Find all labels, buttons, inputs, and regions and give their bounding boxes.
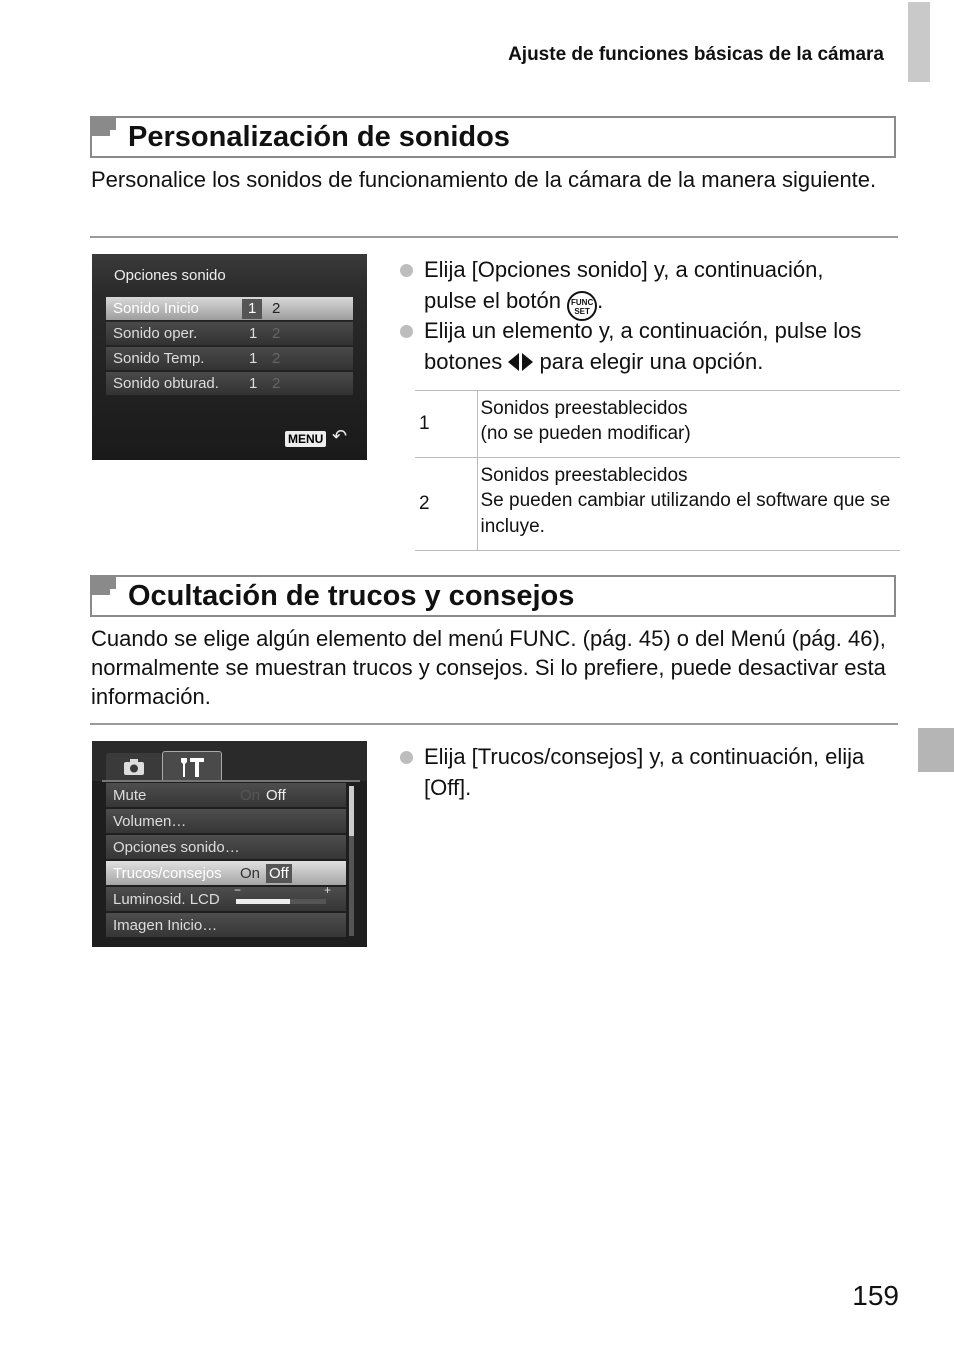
return-icon: ↶: [332, 426, 348, 446]
instruction-text: .: [597, 287, 604, 313]
menu-row: [106, 861, 346, 886]
instruction-text: pulse el botón: [424, 287, 561, 313]
menu-row-label: Sonido obturad.: [113, 375, 219, 392]
description-line: Se pueden cambiar utilizando el software que se incluye.: [480, 490, 891, 537]
func-icon-label: FUNC: [571, 297, 594, 307]
tools-icon: [162, 751, 222, 781]
bullet-dot-icon: [400, 751, 413, 764]
menu-scrollbar: [349, 786, 354, 936]
page-number: 159: [852, 1280, 899, 1311]
option-1: 1: [242, 299, 262, 319]
menu-row: [106, 883, 346, 912]
menu-row: [106, 913, 346, 938]
menu-row-label: Imagen Inicio…: [113, 917, 218, 934]
instruction-bullet: [398, 742, 898, 803]
section-heading-box: [90, 116, 896, 158]
menu-row: [106, 809, 346, 834]
heading-marker-tab: [110, 575, 116, 589]
section-intro: Personalice los sonidos de funcionamiento de la cámara de la manera siguiente.: [91, 167, 877, 192]
section-title: Personalización de sonidos: [128, 121, 510, 153]
menu-row: [106, 372, 353, 396]
scrollbar-thumb: [349, 786, 354, 836]
option-number: 1: [415, 391, 477, 458]
lcd-max-label: +: [324, 883, 332, 897]
bullet-dot-icon: [400, 264, 413, 277]
description-line: (no se pueden modificar): [480, 423, 691, 444]
section-title: Ocultación de trucos y consejos: [128, 580, 575, 612]
option-1: 1: [249, 325, 258, 342]
lcd-min-label: −: [234, 883, 242, 897]
option-2: 2: [272, 325, 281, 342]
instruction-bullet: [398, 255, 898, 321]
menu-row-label: Luminosid. LCD: [113, 891, 220, 908]
option-2: 2: [272, 375, 281, 392]
menu-row-label: Mute: [113, 787, 147, 804]
instruction-text: botones: [424, 348, 503, 374]
option-1: 1: [249, 350, 258, 367]
camera-screen-sound-options: [92, 254, 367, 460]
description-line: Sonidos preestablecidos: [480, 397, 688, 419]
menu-row-label: Sonido oper.: [113, 325, 198, 342]
instruction-text: Elija [Trucos/consejos] y, a continuación, elija [Off].: [424, 744, 865, 800]
option-off: Off: [266, 864, 292, 883]
section-intro: Cuando se elige algún elemento del menú FUNC. (pág. 45) o del Menú (pág. 46), normalmente se muestran trucos y consejos. Si lo prefiere, puede desactivar esta información.: [91, 626, 886, 709]
camera-icon: [106, 753, 162, 781]
option-description: [477, 458, 900, 551]
heading-marker: [90, 575, 110, 595]
screen-title: Opciones sonido: [114, 267, 226, 284]
menu-row: [106, 347, 353, 371]
menu-row-label: Sonido Temp.: [113, 350, 205, 367]
section-heading-box: [90, 575, 896, 617]
menu-row: [106, 835, 346, 860]
side-tab-section: [918, 728, 954, 772]
option-on: On: [240, 787, 261, 804]
right-arrow-icon: [522, 353, 533, 371]
tab-underline: [102, 780, 360, 782]
option-off: Off: [266, 787, 286, 804]
side-tab-top: [908, 2, 930, 82]
description-line: Sonidos preestablecidos: [480, 464, 688, 486]
lcd-brightness-bar: [236, 899, 326, 904]
menu-row-label: Opciones sonido…: [113, 839, 240, 856]
menu-row: [106, 322, 353, 346]
menu-row-label: Sonido Inicio: [113, 300, 199, 317]
option-description: [477, 391, 900, 458]
camera-screen-tips-menu: [92, 741, 367, 947]
option-2: 2: [272, 350, 281, 367]
menu-row-label: Trucos/consejos: [113, 865, 222, 882]
func-icon-label: SET: [574, 306, 590, 316]
lcd-brightness-fill: [236, 899, 290, 904]
option-number: 2: [415, 458, 477, 551]
table-row: [415, 391, 900, 458]
option-2: 2: [272, 300, 281, 317]
running-header: Ajuste de funciones básicas de la cámara: [508, 44, 884, 65]
option-1: 1: [249, 375, 258, 392]
instruction-bullet: [398, 316, 898, 377]
divider: [90, 236, 898, 238]
menu-row: [106, 297, 353, 321]
heading-marker: [90, 116, 110, 136]
menu-row: [106, 783, 346, 808]
menu-button-icon: MENU: [285, 431, 326, 447]
instruction-text: Elija un elemento y, a continuación, pulse los: [424, 318, 862, 343]
divider: [90, 723, 898, 725]
option-on: On: [240, 865, 261, 882]
heading-marker-tab: [110, 116, 116, 130]
instruction-text: Elija [Opciones sonido] y, a continuación,: [424, 257, 824, 282]
bullet-dot-icon: [400, 325, 413, 338]
instruction-text: para elegir una opción.: [539, 348, 764, 374]
table-row: [415, 458, 900, 551]
menu-row-label: Volumen…: [113, 813, 187, 830]
options-table: [415, 390, 900, 551]
left-arrow-icon: [508, 353, 519, 371]
